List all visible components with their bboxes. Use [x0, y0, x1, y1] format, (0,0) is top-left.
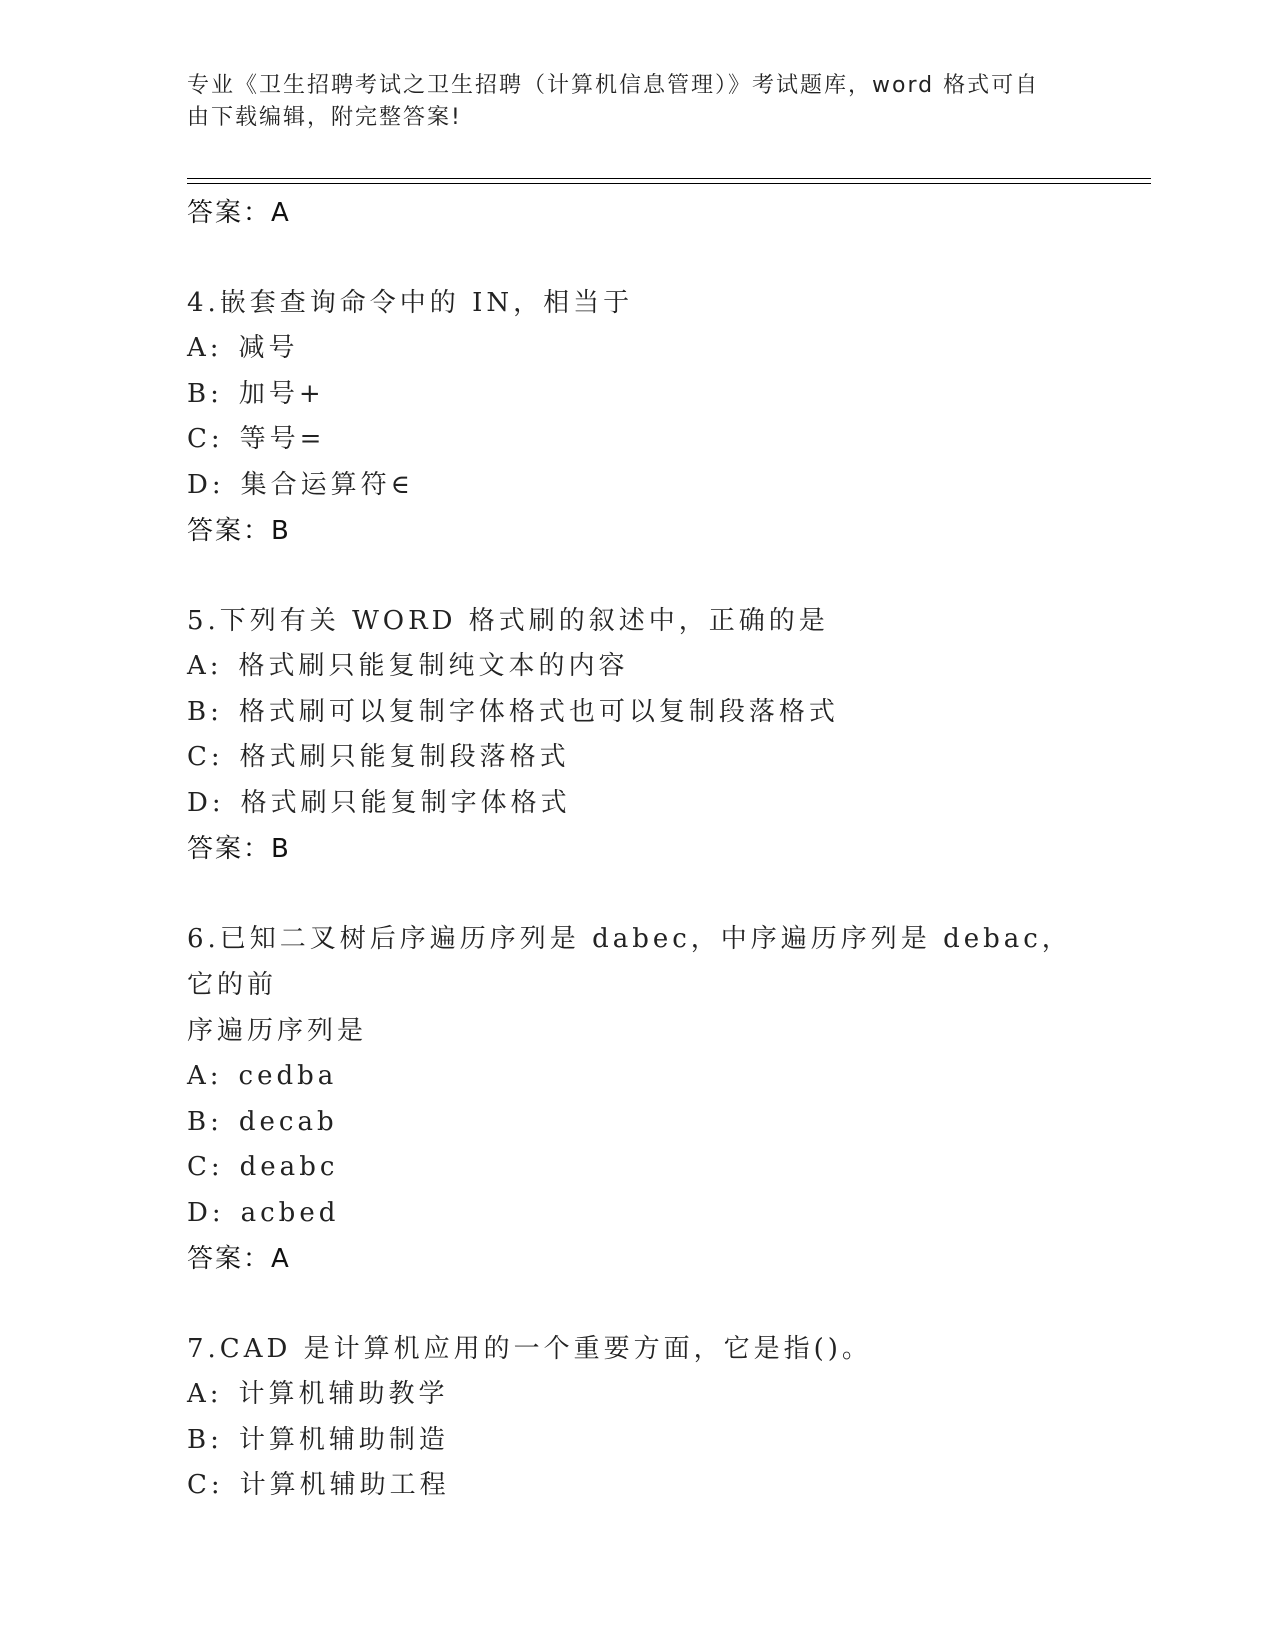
option-key: C:: [187, 742, 224, 772]
option-text: 格式刷只能复制字体格式: [240, 787, 571, 818]
answer-option: [187, 417, 1087, 463]
header-line-2: 由下载编辑，附完整答案!: [187, 105, 462, 130]
question-block: [187, 598, 1087, 872]
option-text: deabc: [239, 1152, 339, 1182]
option-key: A:: [187, 651, 223, 681]
option-text: 格式刷只能复制段落格式: [239, 742, 570, 772]
answer-label: 答案：B: [187, 834, 291, 864]
header-divider-top: [187, 178, 1151, 179]
answer-option: [187, 1145, 1087, 1191]
answer-label: 答案：A: [187, 1244, 291, 1274]
option-key: C:: [187, 424, 224, 454]
answer-option: [187, 1463, 1087, 1509]
question-text: 序遍历序列是: [187, 1016, 368, 1046]
option-text: 减号: [238, 333, 299, 363]
option-text: 加号+: [238, 378, 325, 409]
question-spacer: [187, 872, 1087, 916]
option-text: cedba: [238, 1061, 338, 1091]
question-list: [187, 190, 1087, 1509]
question-text: 4.嵌套查询命令中的 IN，相当于: [187, 288, 634, 318]
option-key: B:: [187, 1424, 223, 1455]
option-key: B:: [187, 696, 223, 727]
header-line-1: 专业《卫生招聘考试之卫生招聘（计算机信息管理）》考试题库，word 格式可自: [187, 73, 1040, 98]
answer-option: [187, 690, 1087, 736]
question-text: 6.已知二叉树后序遍历序列是 dabec，中序遍历序列是 debac，它的前: [187, 924, 1072, 1000]
answer-label: 答案：B: [187, 516, 291, 546]
option-text: 计算机辅助工程: [239, 1470, 450, 1500]
option-text: 集合运算符∈: [240, 469, 414, 500]
answer-option: [187, 372, 1087, 418]
option-text: 格式刷可以复制字体格式也可以复制段落格式: [238, 696, 839, 727]
option-key: B:: [187, 378, 223, 409]
answer-option: [187, 735, 1087, 781]
option-key: A:: [187, 1061, 223, 1091]
question-block: [187, 916, 1087, 1282]
option-text: 计算机辅助制造: [238, 1424, 449, 1455]
answer-option: [187, 463, 1087, 509]
document-header: [187, 70, 1067, 134]
answer-option: [187, 1372, 1087, 1418]
answer-option: [187, 781, 1087, 827]
question-block: [187, 280, 1087, 554]
option-key: A:: [187, 1379, 223, 1409]
option-text: decab: [238, 1106, 338, 1137]
answer-option: [187, 1054, 1087, 1100]
answer-option: [187, 1191, 1087, 1237]
option-key: B:: [187, 1106, 223, 1137]
answer-option: [187, 326, 1087, 372]
question-text: 7.CAD 是计算机应用的一个重要方面，它是指()。: [187, 1334, 872, 1364]
question-spacer: [187, 1282, 1087, 1326]
question-spacer: [187, 554, 1087, 598]
question-spacer: [187, 236, 1087, 280]
option-key: A:: [187, 333, 223, 363]
answer-option: [187, 1418, 1087, 1464]
option-key: C:: [187, 1152, 224, 1182]
option-text: 等号=: [239, 424, 326, 454]
option-key: C:: [187, 1470, 224, 1500]
header-divider-bottom: [187, 183, 1151, 184]
question-text: 5.下列有关 WORD 格式刷的叙述中，正确的是: [187, 606, 829, 636]
answer-option: [187, 644, 1087, 690]
answer-label: 答案：A: [187, 198, 291, 228]
option-text: 计算机辅助教学: [238, 1379, 449, 1409]
option-key: D:: [187, 1197, 225, 1228]
option-text: 格式刷只能复制纯文本的内容: [238, 651, 629, 681]
option-text: acbed: [240, 1197, 340, 1228]
option-key: D:: [187, 787, 225, 818]
answer-option: [187, 1100, 1087, 1146]
option-key: D:: [187, 469, 225, 500]
question-block: [187, 1326, 1087, 1509]
